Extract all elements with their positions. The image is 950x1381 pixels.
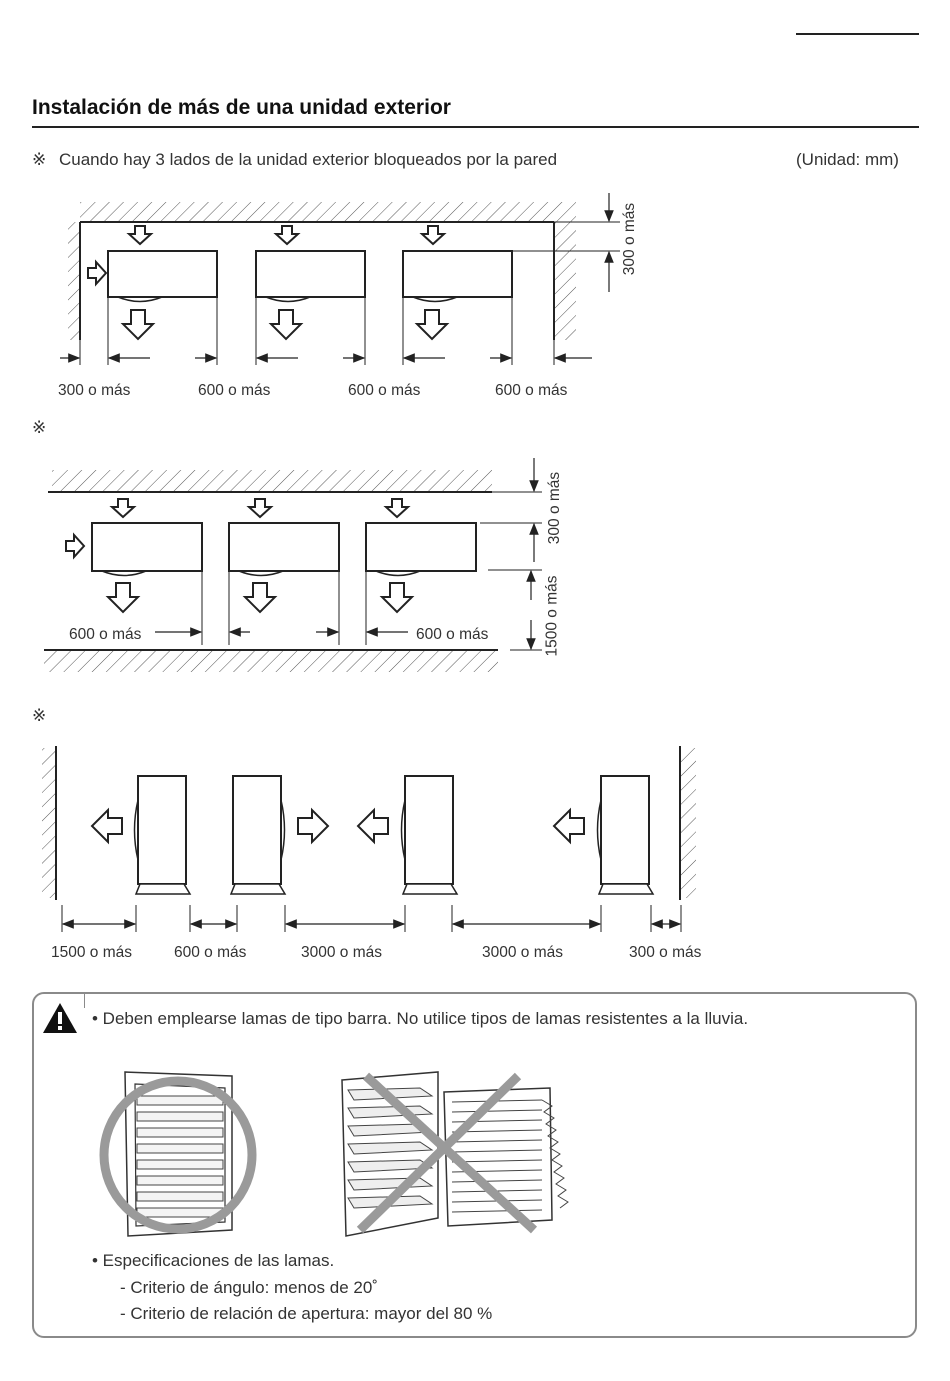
- spec-item-opening: - Criterio de relación de apertura: mayor del 80 %: [120, 1304, 493, 1323]
- case3-dim-4: 3000 o más: [482, 944, 563, 961]
- louver-illustrations: [90, 1060, 590, 1245]
- case3-diagram: [42, 746, 696, 932]
- case2-front-dim: 1500 o más: [543, 575, 561, 657]
- warning-triangle-icon: [40, 1000, 80, 1036]
- incorrect-louver: [342, 1072, 568, 1236]
- warning-text: • Deben emplearse lamas de tipo barra. No utilice tipos de lamas resistentes a la lluvia.: [92, 1009, 749, 1028]
- case1-dim-2: 600 o más: [198, 382, 271, 399]
- case1-top-dim: 300 o más: [621, 202, 639, 276]
- spec-title: • Especificaciones de las lamas.: [92, 1251, 335, 1270]
- side-intake-arrow-icon: [88, 262, 106, 284]
- case3-dim-2: 600 o más: [174, 944, 247, 961]
- case1-dim-1: 300 o más: [58, 382, 131, 399]
- case3-dim-3: 3000 o más: [301, 944, 382, 961]
- unit-label: (Unidad: mm): [796, 150, 899, 169]
- case3-dim-1: 1500 o más: [51, 944, 132, 961]
- intake-arrow-icon: [276, 226, 298, 244]
- case1-dim-4: 600 o más: [495, 382, 568, 399]
- spec-item-angle: - Criterio de ángulo: menos de 20˚: [120, 1278, 378, 1297]
- case2-right-dim: 600 o más: [416, 626, 489, 643]
- intake-arrow-icon: [422, 226, 444, 244]
- outdoor-unit-3: [403, 251, 512, 302]
- case2-left-dim: 600 o más: [69, 626, 142, 643]
- case1-description: Cuando hay 3 lados de la unidad exterior bloqueados por la pared: [59, 150, 558, 169]
- intake-arrow-icon: [129, 226, 151, 244]
- discharge-arrow-icon: [417, 310, 447, 339]
- case2-mark: ※: [32, 418, 47, 437]
- correct-louver: [104, 1072, 252, 1236]
- discharge-arrow-icon: [123, 310, 153, 339]
- case3-mark: ※: [32, 706, 47, 725]
- case2-top-dim: 300 o más: [546, 471, 564, 545]
- discharge-arrow-icon: [271, 310, 301, 339]
- outdoor-unit-1: [108, 251, 217, 302]
- case3-dim-5: 300 o más: [629, 944, 702, 961]
- page-title: Instalación de más de una unidad exterior: [32, 96, 451, 119]
- case1-mark: ※: [32, 150, 47, 169]
- warning-divider: [84, 992, 85, 1008]
- case1-dim-3: 600 o más: [348, 382, 421, 399]
- outdoor-unit-2: [256, 251, 365, 302]
